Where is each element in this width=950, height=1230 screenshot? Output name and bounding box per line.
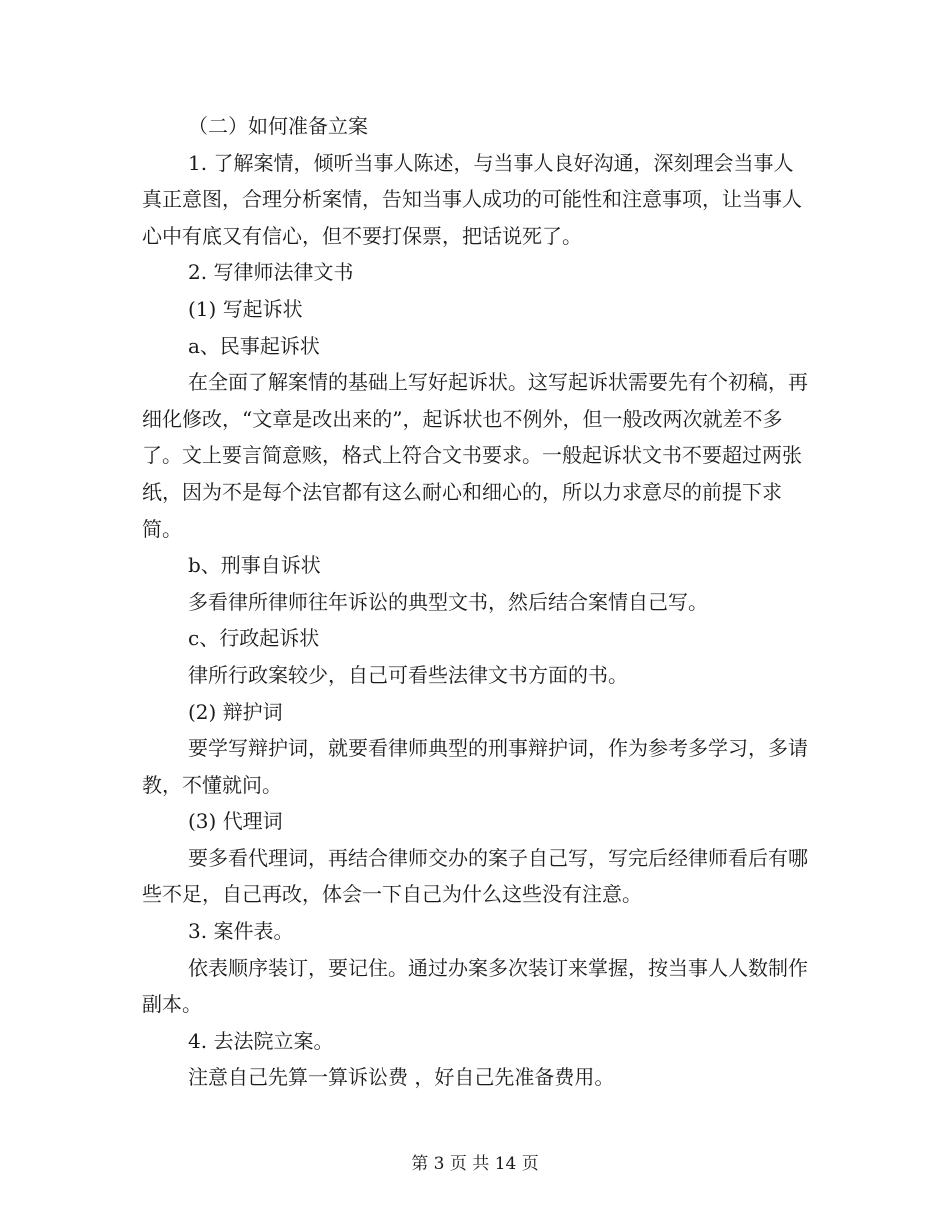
item-heading-court-filing: 4. 去法院立案。: [188, 1028, 334, 1053]
paragraph-case-form: 依表顺序装订，要记住。通过办案多次装订来掌握，按当事人人数制作副本。: [142, 955, 808, 1017]
subheading-criminal-complaint: b、刑事自诉状: [188, 553, 321, 578]
section-heading: （二）如何准备立案: [188, 114, 368, 138]
paragraph-administrative-complaint: 律所行政案较少，自己可看些法律文书方面的书。: [188, 662, 628, 687]
subheading-agency-statement: (3) 代理词: [188, 809, 283, 834]
paragraph-civil-complaint: 在全面了解案情的基础上写好起诉状。这写起诉状需要先有个初稿，再细化修改，“文章是改出来的”，起诉状也不例外，但一般改两次就差不多了。文上要言简意赅，格式上符合文书要求。一般起诉状文书不要超过两张纸，因为不是每个法官都有这么耐心和细心的，所以力求意尽的前提下求简。: [142, 370, 808, 541]
paragraph-court-filing: 注意自己先算一算诉讼费 ，好自己先准备费用。: [188, 1065, 615, 1090]
subheading-administrative-complaint: c、行政起诉状: [188, 626, 320, 651]
paragraph-criminal-complaint: 多看律所律师往年诉讼的典型文书，然后结合案情自己写。: [188, 589, 708, 614]
subheading-complaint: (1) 写起诉状: [188, 296, 303, 321]
paragraph-defense-statement: 要学写辩护词，就要看律师典型的刑事辩护词，作为参考多学习，多请教，不懂就问。: [142, 736, 808, 797]
paragraph-agency-statement: 要多看代理词，再结合律师交办的案子自己写，写完后经律师看后有哪些不足，自己再改，体会一下自己为什么这些没有注意。: [142, 845, 808, 907]
item-heading-legal-documents: 2. 写律师法律文书: [188, 260, 354, 285]
subheading-defense-statement: (2) 辩护词: [188, 699, 283, 724]
document-body: [142, 108, 810, 1096]
subheading-civil-complaint: a、民事起诉状: [188, 333, 320, 358]
paragraph-understand-case: 1. 了解案情，倾听当事人陈述，与当事人良好沟通，深刻理会当事人真正意图，合理分析案情，告知当事人成功的可能性和注意事项，让当事人心中有底又有信心，但不要打保票，把话说死了。: [142, 150, 802, 248]
item-heading-case-form: 3. 案件表。: [188, 919, 294, 944]
page-footer: 第 3 页 共 14 页: [411, 1154, 539, 1174]
